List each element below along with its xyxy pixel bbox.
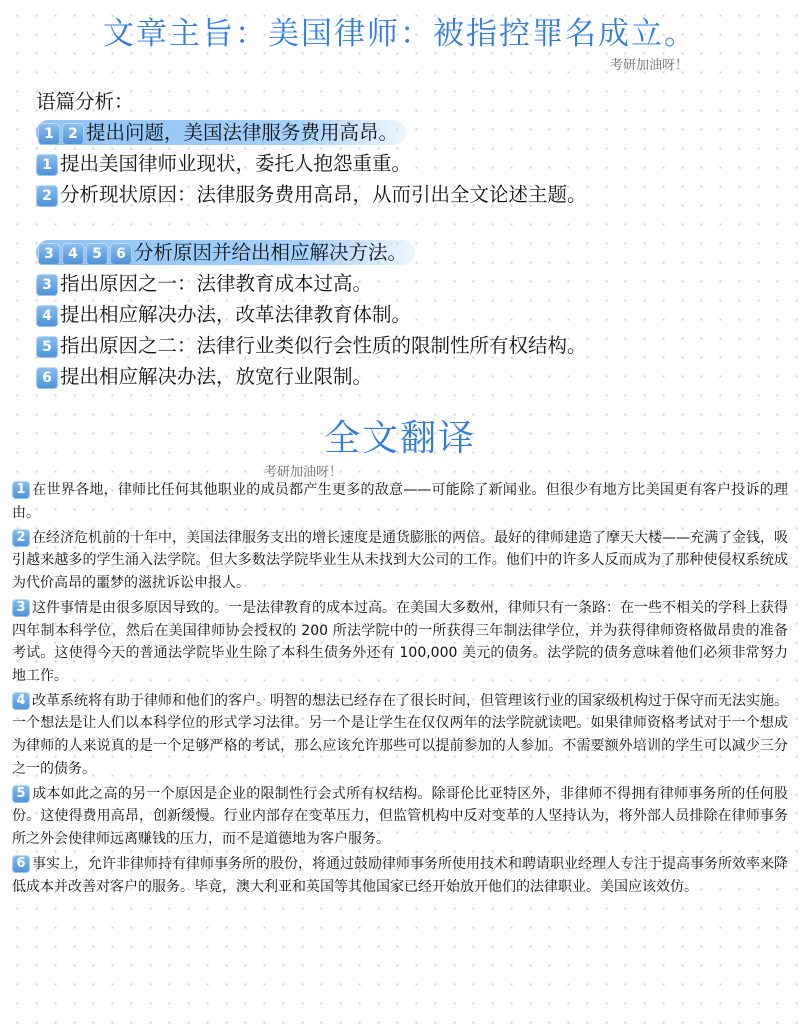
- analysis-item-text: 提出相应解决办法，改革法律教育体制。: [60, 303, 412, 326]
- translation-heading: 全文翻译: [323, 418, 476, 459]
- paragraph-text: 成本如此之高的另一个原因是企业的限制性行会式所有权结构。除哥伦比亚特区外，非律师不得拥有律师事务所的任何股份。这使得费用高昂，创新缓慢。行业内部存在变革压力，但监管机构中反对变革的人坚持认为，将外部人员排除在律师事务所之外会使律师远离赚钱的压力，而不是道德地为客户服务。: [12, 785, 788, 847]
- number-badge-icon: 3: [12, 599, 30, 617]
- analysis-group-2: [36, 237, 776, 268]
- number-badge-icon: 4: [36, 305, 58, 327]
- number-badge-icon: 6: [110, 243, 132, 265]
- translation-paragraph: [12, 479, 788, 524]
- number-badge-icon: 1: [38, 123, 60, 145]
- analysis-group-1: [36, 117, 776, 148]
- highlight-band: [36, 120, 406, 145]
- watermark-top: 考研加油呀！: [610, 58, 689, 73]
- analysis-item-text: 指出原因之一：法律教育成本过高。: [60, 272, 373, 295]
- number-badge-icon: 3: [38, 243, 60, 265]
- number-badge-icon: 1: [36, 154, 58, 176]
- analysis-item-text: 提出相应解决办法，放宽行业限制。: [60, 365, 373, 388]
- number-badge-icon: 6: [36, 367, 58, 389]
- paragraph-text: 事实上，允许非律师持有律师事务所的股份，将通过鼓励律师事务所使用技术和聘请职业经理人专注于提高事务所效率来降低成本并改善对客户的服务。毕竟，澳大利亚和英国等其他国家已经开始放开他们的法律职业。美国应该效仿。: [12, 856, 788, 895]
- analysis-item-text: 指出原因之二：法律行业类似行会性质的限制性所有权结构。: [60, 334, 587, 357]
- number-badge-icon: 6: [12, 855, 30, 873]
- group-summary: 提出问题，美国法律服务费用高昂。: [86, 121, 399, 144]
- translation-paragraph: [12, 597, 788, 687]
- translation-paragraph: [12, 853, 788, 898]
- number-badge-icon: 2: [12, 529, 30, 547]
- analysis-item: [36, 361, 776, 392]
- number-badge-icon: 4: [12, 692, 30, 710]
- translation-paragraph: [12, 690, 788, 780]
- translation-paragraph: [12, 783, 788, 851]
- full-translation: [12, 479, 788, 901]
- analysis-item: [36, 179, 776, 210]
- group-summary: 分析原因并给出相应解决方法。: [134, 241, 408, 264]
- number-badge-icon: 1: [12, 481, 30, 499]
- number-badge-icon: 5: [12, 785, 30, 803]
- watermark-mid: 考研加油呀！: [264, 465, 343, 480]
- paragraph-text: 在经济危机前的十年中，美国法律服务支出的增长速度是通货膨胀的两倍。最好的律师建造了摩天大楼——充满了金钱，吸引越来越多的学生涌入法学院。但大多数法学院毕业生从未找到大公司的工作。他们中的许多人反而成为了那种使侵权系统成为代价高昂的噩梦的滋扰诉讼申报人。: [12, 529, 788, 591]
- number-badge-icon: 3: [36, 274, 58, 296]
- paragraph-text: 在世界各地，律师比任何其他职业的成员都产生更多的敌意——可能除了新闻业。但很少有地方比美国更有客户投诉的理由。: [12, 482, 788, 521]
- number-badge-icon: 2: [36, 185, 58, 207]
- analysis-item: [36, 148, 776, 179]
- discourse-analysis: [36, 86, 776, 392]
- number-badge-icon: 5: [36, 336, 58, 358]
- number-badge-icon: 4: [62, 243, 84, 265]
- analysis-item-text: 分析现状原因：法律服务费用高昂，从而引出全文论述主题。: [60, 183, 587, 206]
- analysis-heading: 语篇分析：: [36, 90, 134, 113]
- analysis-item: [36, 268, 776, 299]
- paragraph-text: 这件事情是由很多原因导致的。一是法律教育的成本过高。在美国大多数州，律师只有一条路：在一些不相关的学科上获得四年制本科学位，然后在美国律师协会授权的 200 所法学院中的一所获得三年制法律学位，并为获得律师资格做昂贵的准备考试。这使得今天的普通法学院毕业生除了本科生债务外还有 100,000 美元的债务。法学院的债务意味着他们必须非常努力地工作。: [12, 599, 788, 684]
- analysis-item: [36, 330, 776, 361]
- analysis-item: [36, 299, 776, 330]
- paragraph-text: 改革系统将有助于律师和他们的客户。明智的想法已经存在了很长时间，但管理该行业的国家级机构过于保守而无法实施。一个想法是让人们以本科学位的形式学习法律。另一个是让学生在仅仅两年的法学院就读吧。如果律师资格考试对于一个想成为律师的人来说真的是一个足够严格的考试，那么应该允许那些可以提前参加的人参加。不需要额外培训的学生可以减少三分之一的债务。: [12, 692, 788, 777]
- page-title: 文章主旨：美国律师：被指控罪名成立。: [103, 16, 697, 52]
- highlight-band: [36, 240, 415, 265]
- translation-paragraph: [12, 527, 788, 595]
- number-badge-icon: 2: [62, 123, 84, 145]
- analysis-item-text: 提出美国律师业现状，委托人抱怨重重。: [60, 152, 412, 175]
- number-badge-icon: 5: [86, 243, 108, 265]
